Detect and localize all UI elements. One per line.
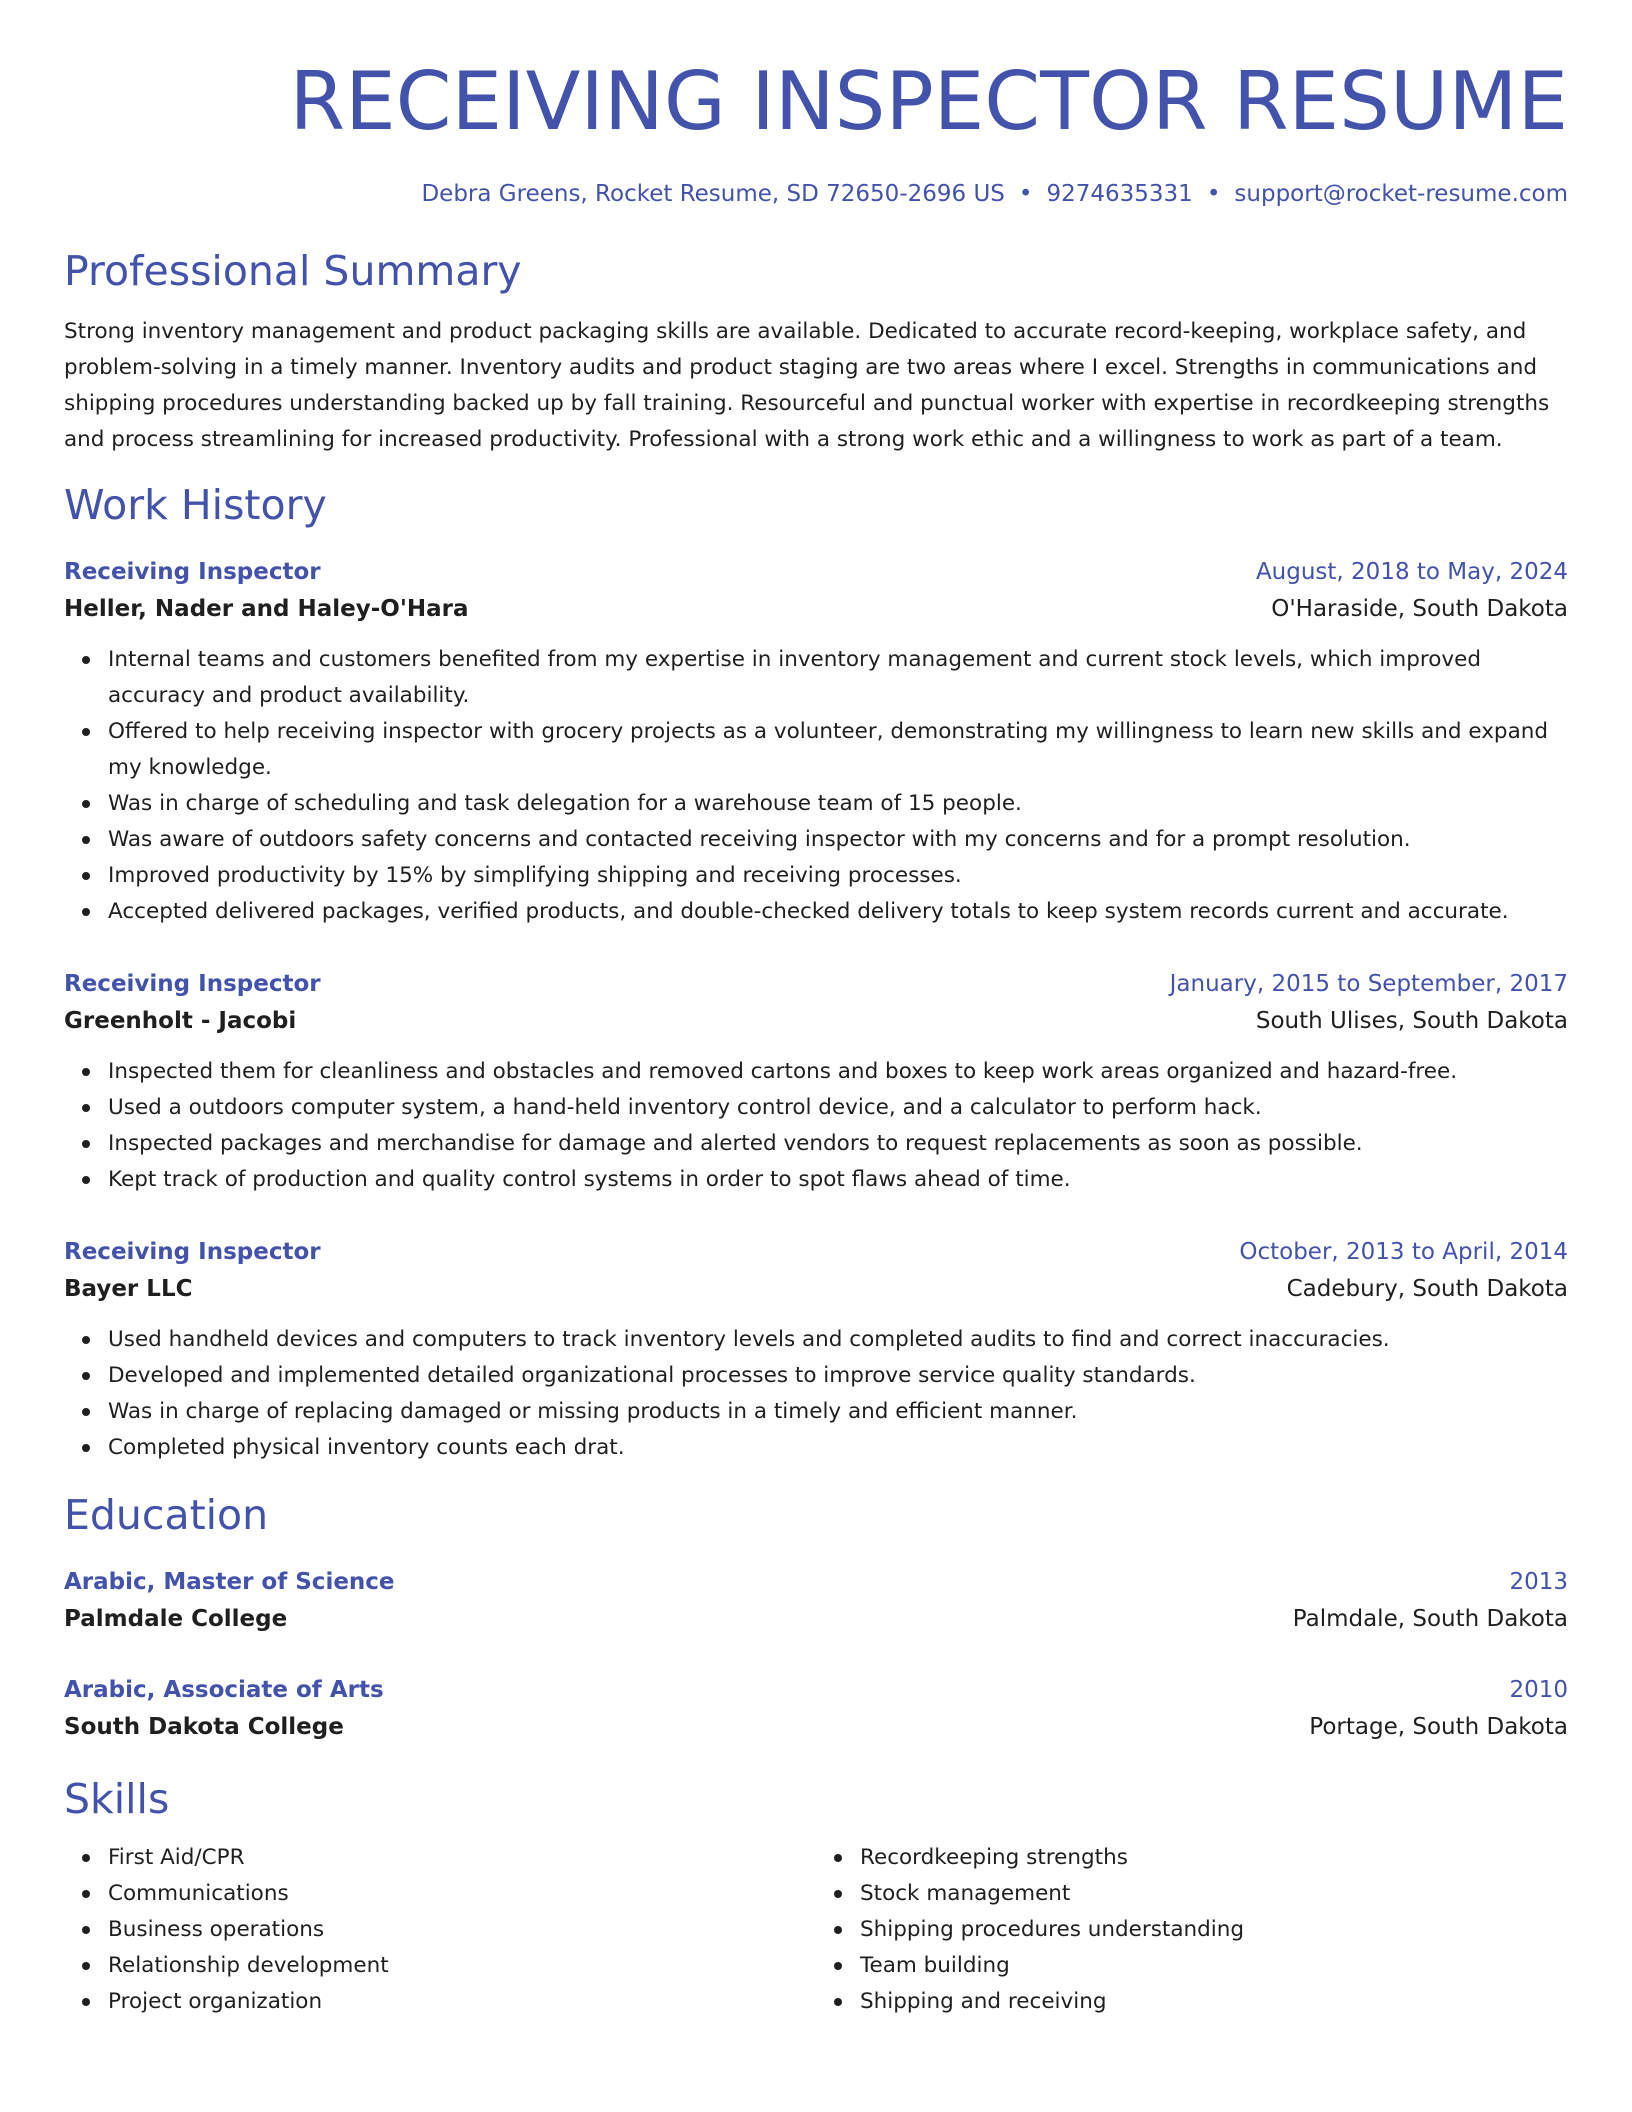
job-company-row — [64, 1002, 1568, 1040]
contact-line — [64, 178, 1568, 210]
job-bullets — [64, 1054, 1568, 1198]
skills-list-right — [816, 1840, 1568, 2020]
skills-columns — [64, 1840, 1568, 2020]
education-degree-row — [64, 1672, 1568, 1708]
job-bullet: Developed and implemented detailed organizational processes to improve service quality standards. — [108, 1358, 1568, 1394]
job-bullet: Used handheld devices and computers to track inventory levels and completed audits to find and correct inaccuracies. — [108, 1322, 1568, 1358]
job-bullets — [64, 1322, 1568, 1466]
education-degree: Arabic, Master of Science — [64, 1569, 395, 1595]
job-company: Greenholt - Jacobi — [64, 1008, 297, 1034]
skill-item: First Aid/CPR — [108, 1840, 816, 1876]
education-school-row — [64, 1600, 1568, 1638]
job-bullet: Was in charge of scheduling and task delegation for a warehouse team of 15 people. — [108, 786, 1568, 822]
job-company-row — [64, 1270, 1568, 1308]
summary-text: Strong inventory management and product packaging skills are available. Dedicated to accurate record-keeping, workplace safety, and problem-solving in a timely manner. Inventory audits and product staging are two areas where I excel. Strengths in communications and shipping procedures understanding backed up by fall training. Resourceful and punctual worker with expertise in recordkeeping strengths and process streamlining for increased productivity. Professional with a strong work ethic and a willingness to work as part of a team. — [64, 319, 1550, 452]
resume-header — [64, 0, 1568, 210]
contact-email: support@rocket-resume.com — [1234, 181, 1568, 207]
education-school: South Dakota College — [64, 1714, 344, 1740]
education-year: 2010 — [1509, 1677, 1568, 1703]
skills-list-left — [64, 1840, 816, 2020]
education-school-row — [64, 1708, 1568, 1746]
contact-separator: • — [1206, 181, 1221, 207]
education-location: Palmdale, South Dakota — [1292, 1606, 1568, 1632]
education-school: Palmdale College — [64, 1606, 288, 1632]
job-company: Heller, Nader and Haley-O'Hara — [64, 596, 469, 622]
job-dates: August, 2018 to May, 2024 — [1255, 559, 1568, 585]
job-bullet: Accepted delivered packages, verified products, and double-checked delivery totals to keep system records current and accurate. — [108, 894, 1568, 930]
education-year: 2013 — [1509, 1569, 1568, 1595]
job-entry — [64, 1234, 1568, 1466]
section-heading-summary: Professional Summary — [64, 247, 522, 295]
job-bullet: Offered to help receiving inspector with grocery projects as a volunteer, demonstrating my willingness to learn new skills and expand my knowledge. — [108, 714, 1568, 786]
skill-item: Shipping and receiving — [860, 1984, 1568, 2020]
contact-address: Debra Greens, Rocket Resume, SD 72650-2696 US — [421, 181, 1005, 207]
job-title-row — [64, 1234, 1568, 1270]
skill-item: Team building — [860, 1948, 1568, 1984]
skill-item: Project organization — [108, 1984, 816, 2020]
section-heading-work-history: Work History — [64, 481, 327, 529]
work-history-section — [64, 478, 1568, 1466]
job-dates: January, 2015 to September, 2017 — [1169, 971, 1568, 997]
job-bullet: Was in charge of replacing damaged or missing products in a timely and efficient manner. — [108, 1394, 1568, 1430]
education-section — [64, 1488, 1568, 1746]
skills-section — [64, 1772, 1568, 2020]
job-location: O'Haraside, South Dakota — [1271, 596, 1568, 622]
education-degree: Arabic, Associate of Arts — [64, 1677, 384, 1703]
skill-item: Recordkeeping strengths — [860, 1840, 1568, 1876]
job-dates: October, 2013 to April, 2014 — [1239, 1239, 1568, 1265]
job-bullet: Used a outdoors computer system, a hand-held inventory control device, and a calculator to perform hack. — [108, 1090, 1568, 1126]
skill-item: Relationship development — [108, 1948, 816, 1984]
contact-phone: 9274635331 — [1046, 181, 1193, 207]
job-location: South Ulises, South Dakota — [1255, 1008, 1568, 1034]
section-heading-education: Education — [64, 1491, 269, 1539]
job-bullet: Improved productivity by 15% by simplifying shipping and receiving processes. — [108, 858, 1568, 894]
job-bullet: Internal teams and customers benefited from my expertise in inventory management and current stock levels, which improved accuracy and product availability. — [108, 642, 1568, 714]
job-bullet: Kept track of production and quality control systems in order to spot flaws ahead of time. — [108, 1162, 1568, 1198]
job-title: Receiving Inspector — [64, 559, 321, 585]
skill-item: Communications — [108, 1876, 816, 1912]
job-bullet: Was aware of outdoors safety concerns and contacted receiving inspector with my concerns and for a prompt resolution. — [108, 822, 1568, 858]
job-location: Cadebury, South Dakota — [1286, 1276, 1568, 1302]
job-bullet: Completed physical inventory counts each drat. — [108, 1430, 1568, 1466]
job-company-row — [64, 590, 1568, 628]
summary-section — [64, 244, 1568, 458]
section-heading-skills: Skills — [64, 1775, 170, 1823]
education-degree-row — [64, 1564, 1568, 1600]
job-bullet: Inspected packages and merchandise for damage and alerted vendors to request replacements as soon as possible. — [108, 1126, 1568, 1162]
education-location: Portage, South Dakota — [1309, 1714, 1568, 1740]
contact-separator: • — [1018, 181, 1033, 207]
document-title: RECEIVING INSPECTOR RESUME — [289, 55, 1568, 148]
job-bullets — [64, 642, 1568, 930]
job-entry — [64, 554, 1568, 930]
job-title-row — [64, 554, 1568, 590]
job-entry — [64, 966, 1568, 1198]
skill-item: Business operations — [108, 1912, 816, 1948]
skill-item: Shipping procedures understanding — [860, 1912, 1568, 1948]
education-entry — [64, 1564, 1568, 1638]
job-bullet: Inspected them for cleanliness and obstacles and removed cartons and boxes to keep work areas organized and hazard-free. — [108, 1054, 1568, 1090]
job-company: Bayer LLC — [64, 1276, 193, 1302]
job-title: Receiving Inspector — [64, 1239, 321, 1265]
skill-item: Stock management — [860, 1876, 1568, 1912]
job-title-row — [64, 966, 1568, 1002]
education-entry — [64, 1672, 1568, 1746]
job-title: Receiving Inspector — [64, 971, 321, 997]
